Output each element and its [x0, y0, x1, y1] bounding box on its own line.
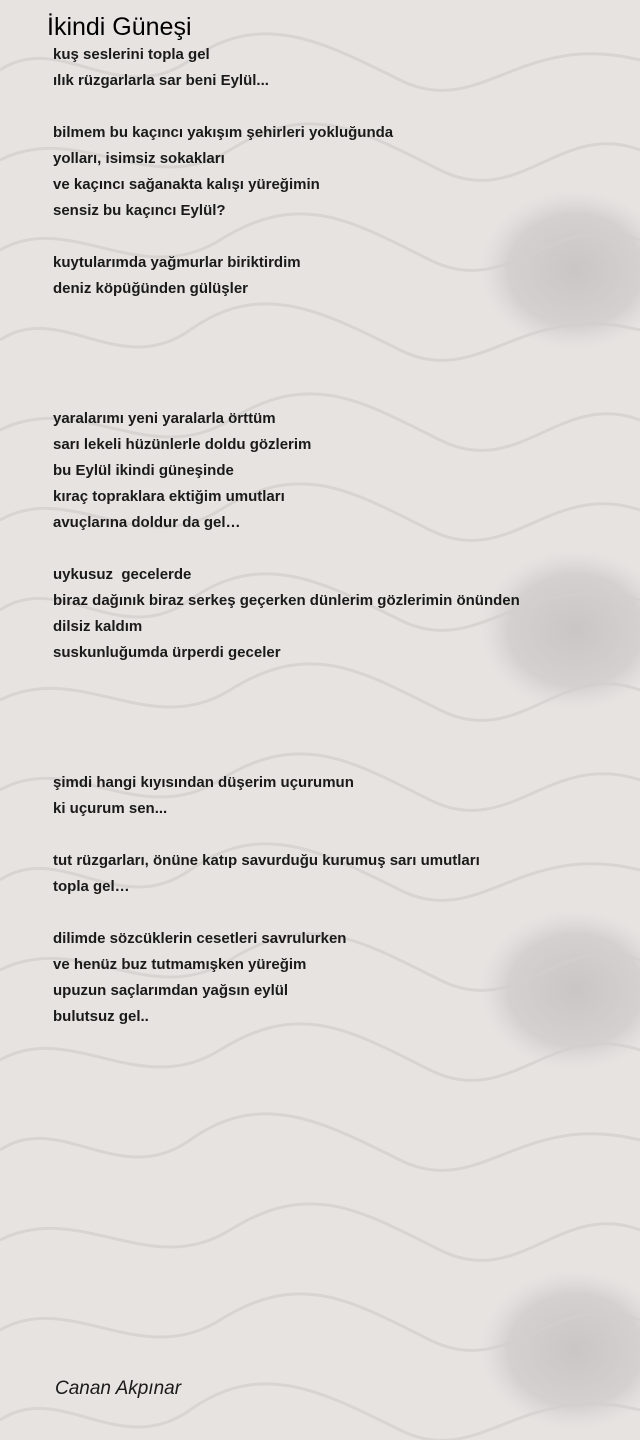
- stanza-4: [53, 406, 640, 536]
- stanza-8: [53, 926, 640, 1030]
- poem-line: bulutsuz gel..: [53, 1008, 149, 1025]
- poem-line: suskunluğumda ürperdi geceler: [53, 644, 281, 661]
- poem-author: Canan Akpınar: [55, 1378, 182, 1399]
- poem-line: biraz dağınık biraz serkeş geçerken dünlerim gözlerimin önünden: [53, 592, 520, 609]
- stanza-5: [53, 562, 640, 666]
- poem-line: topla gel…: [53, 878, 130, 895]
- poem-line: bu Eylül ikindi güneşinde: [53, 462, 234, 479]
- stanza-gap: [53, 900, 640, 926]
- section-gap: [53, 666, 640, 770]
- poem-line: yaralarımı yeni yaralarla örttüm: [53, 410, 276, 427]
- poem-line: bilmem bu kaçıncı yakışım şehirleri yokluğunda: [53, 124, 394, 141]
- poem-line: avuçlarına doldur da gel…: [53, 514, 241, 531]
- stanza-3: [53, 250, 640, 302]
- stanza-gap: [53, 94, 640, 120]
- stanza-gap: [53, 224, 640, 250]
- section-gap: [53, 302, 640, 406]
- poem-line: kuş seslerini topla gel: [53, 46, 210, 63]
- poem-line: yolları, isimsiz sokakları: [53, 150, 225, 167]
- poem-line: sensiz bu kaçıncı Eylül?: [53, 202, 226, 219]
- poem-line: deniz köpüğünden gülüşler: [53, 280, 248, 297]
- poem-title: İkindi Güneşi: [47, 13, 192, 41]
- poem-line: uykusuz gecelerde: [53, 566, 192, 583]
- poem-line: upuzun saçlarımdan yağsın eylül: [53, 982, 289, 999]
- stanza-gap: [53, 536, 640, 562]
- poem-line: ve kaçıncı sağanakta kalışı yüreğimin: [53, 176, 320, 193]
- poem-line: ve henüz buz tutmamışken yüreğim: [53, 956, 307, 973]
- poem-line: kıraç topraklara ektiğim umutları: [53, 488, 285, 505]
- poem-line: kuytularımda yağmurlar biriktirdim: [53, 254, 301, 271]
- stanza-gap: [53, 822, 640, 848]
- poem-line: tut rüzgarları, önüne katıp savurduğu kurumuş sarı umutları: [53, 852, 480, 869]
- poem-line: sarı lekeli hüzünlerle doldu gözlerim: [53, 436, 312, 453]
- poem-line: ki uçurum sen...: [53, 800, 168, 817]
- poem-line: dilsiz kaldım: [53, 618, 143, 635]
- stanza-6: [53, 770, 640, 822]
- poem-line: ılık rüzgarlarla sar beni Eylül...: [53, 72, 269, 89]
- stanza-1: [53, 42, 640, 94]
- stanza-2: [53, 120, 640, 224]
- stanza-7: [53, 848, 640, 900]
- poem-line: şimdi hangi kıyısından düşerim uçurumun: [53, 774, 354, 791]
- poem-line: dilimde sözcüklerin cesetleri savrulurken: [53, 930, 347, 947]
